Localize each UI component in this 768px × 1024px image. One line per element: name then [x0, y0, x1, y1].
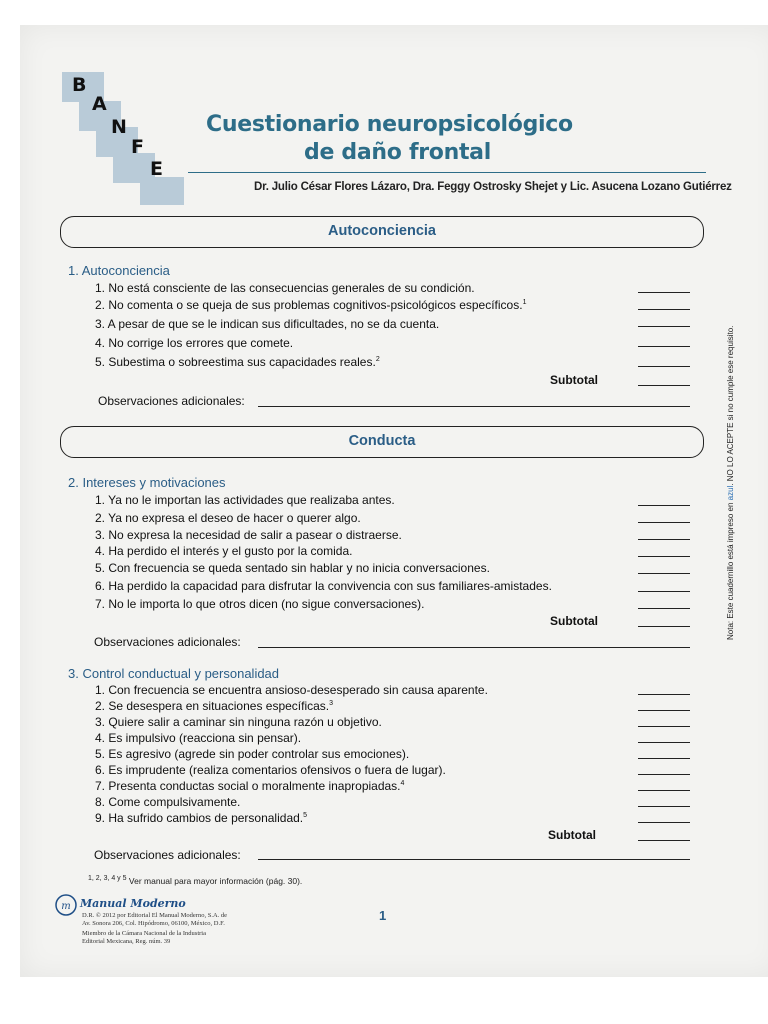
subtotal-blank[interactable] — [638, 626, 690, 627]
subtotal-label: Subtotal — [550, 614, 598, 628]
footnote: $^{1, 2, 3, 4 y 5}$ Ver manual para mayor información (pág. 30). — [88, 875, 303, 886]
publisher-line: Av. Sonora 206, Col. Hipódromo, 06100, México, D.F. — [82, 920, 225, 927]
question-item: 5. Subestima o sobreestima sus capacidades reales.$^2$ — [95, 355, 380, 369]
svg-text:m: m — [61, 901, 71, 912]
question-item: 4. Es impulsivo (reacciona sin pensar). — [95, 731, 302, 745]
publisher-name: Manual Moderno — [80, 897, 186, 910]
part3-heading: 3. Control conductual y personalidad — [68, 666, 280, 681]
page-background — [0, 978, 768, 1024]
part2-heading: 2. Intereses y motivaciones — [68, 475, 226, 490]
question-item: 7. Presenta conductas social o moralmente inapropiadas.$^4$ — [95, 779, 405, 793]
part1-heading: 1. Autoconciencia — [68, 263, 170, 278]
answer-blank[interactable] — [638, 591, 690, 592]
question-item: 3. Quiere salir a caminar sin ninguna razón u objetivo. — [95, 715, 382, 729]
observations-label: Observaciones adicionales: — [94, 635, 241, 649]
question-item: 1. Con frecuencia se encuentra ansioso-desesperado sin causa aparente. — [95, 683, 488, 697]
authors: Dr. Julio César Flores Lázaro, Dra. Feggy Ostrosky Shejet y Lic. Asucena Lozano Gutiérrez — [254, 181, 732, 193]
answer-blank[interactable] — [638, 774, 690, 775]
answer-blank[interactable] — [638, 309, 690, 310]
manual-moderno-logo-icon — [55, 894, 77, 916]
subtotal-blank[interactable] — [638, 385, 690, 386]
observations-line[interactable] — [258, 406, 690, 407]
logo-letter: A — [92, 93, 107, 115]
question-item: 4. No corrige los errores que comete. — [95, 336, 294, 350]
logo-letter: E — [150, 158, 163, 180]
logo-letter: N — [111, 116, 127, 138]
answer-blank[interactable] — [638, 758, 690, 759]
observations-label: Observaciones adicionales: — [98, 394, 245, 408]
side-note: Nota: Este cuadernillo está impreso en azul. NO LO ACEPTE si no cumple ese requisito. — [726, 325, 735, 640]
answer-blank[interactable] — [638, 790, 690, 791]
title-underline — [188, 172, 706, 173]
subtotal-label: Subtotal — [550, 373, 598, 387]
question-item: 1. No está consciente de las consecuencias generales de su condición. — [95, 281, 475, 295]
logo-block — [140, 177, 184, 205]
answer-blank[interactable] — [638, 346, 690, 347]
answer-blank[interactable] — [638, 573, 690, 574]
answer-blank[interactable] — [638, 694, 690, 695]
question-item: 6. Es imprudente (realiza comentarios ofensivos o fuera de lugar). — [95, 763, 446, 777]
answer-blank[interactable] — [638, 539, 690, 540]
answer-blank[interactable] — [638, 366, 690, 367]
answer-blank[interactable] — [638, 742, 690, 743]
question-item: 3. A pesar de que se le indican sus dificultades, no se da cuenta. — [95, 317, 440, 331]
page-number: 1 — [379, 908, 387, 923]
section-banner-conducta — [60, 426, 704, 458]
question-item: 7. No le importa lo que otros dicen (no sigue conversaciones). — [95, 597, 425, 611]
question-item: 6. Ha perdido la capacidad para disfrutar la convivencia con sus familiares-amistades. — [95, 579, 552, 593]
question-item: 1. Ya no le importan las actividades que realizaba antes. — [95, 493, 395, 507]
answer-blank[interactable] — [638, 556, 690, 557]
question-item: 2. Ya no expresa el deseo de hacer o querer algo. — [95, 511, 361, 525]
answer-blank[interactable] — [638, 292, 690, 293]
answer-blank[interactable] — [638, 326, 690, 327]
logo-letter: B — [72, 74, 87, 96]
observations-line[interactable] — [258, 647, 690, 648]
question-item: 2. No comenta o se queja de sus problemas cognitivos-psicológicos específicos.$^1$ — [95, 298, 527, 312]
answer-blank[interactable] — [638, 505, 690, 506]
question-item: 5. Con frecuencia se queda sentado sin hablar y no inicia conversaciones. — [95, 561, 490, 575]
title-line-2: de daño frontal — [304, 140, 491, 165]
publisher-line: D.R. © 2012 por Editorial El Manual Moderno, S.A. de — [82, 912, 228, 919]
question-item: 2. Se desespera en situaciones específicas.$^3$ — [95, 699, 334, 713]
observations-label: Observaciones adicionales: — [94, 848, 241, 862]
answer-blank[interactable] — [638, 726, 690, 727]
question-item: 5. Es agresivo (agrede sin poder controlar sus emociones). — [95, 747, 410, 761]
answer-blank[interactable] — [638, 710, 690, 711]
answer-blank[interactable] — [638, 806, 690, 807]
section-title: Autoconciencia — [328, 223, 436, 239]
title-line-1: Cuestionario neuropsicológico — [206, 112, 573, 137]
answer-blank[interactable] — [638, 522, 690, 523]
answer-blank[interactable] — [638, 608, 690, 609]
question-item: 3. No expresa la necesidad de salir a pasear o distraerse. — [95, 528, 402, 542]
observations-line[interactable] — [258, 859, 690, 860]
subtotal-label: Subtotal — [548, 828, 596, 842]
section-title: Conducta — [348, 433, 416, 449]
logo-letter: F — [131, 136, 144, 158]
section-banner-autoconciencia — [60, 216, 704, 248]
question-item: 9. Ha sufrido cambios de personalidad.$^5$ — [95, 811, 308, 825]
answer-blank[interactable] — [638, 822, 690, 823]
question-item: 8. Come compulsivamente. — [95, 795, 241, 809]
publisher-line: Miembro de la Cámara Nacional de la Industria — [82, 930, 206, 937]
question-item: 4. Ha perdido el interés y el gusto por la comida. — [95, 544, 353, 558]
subtotal-blank[interactable] — [638, 840, 690, 841]
publisher-line: Editorial Mexicana, Reg. núm. 39 — [82, 938, 171, 945]
